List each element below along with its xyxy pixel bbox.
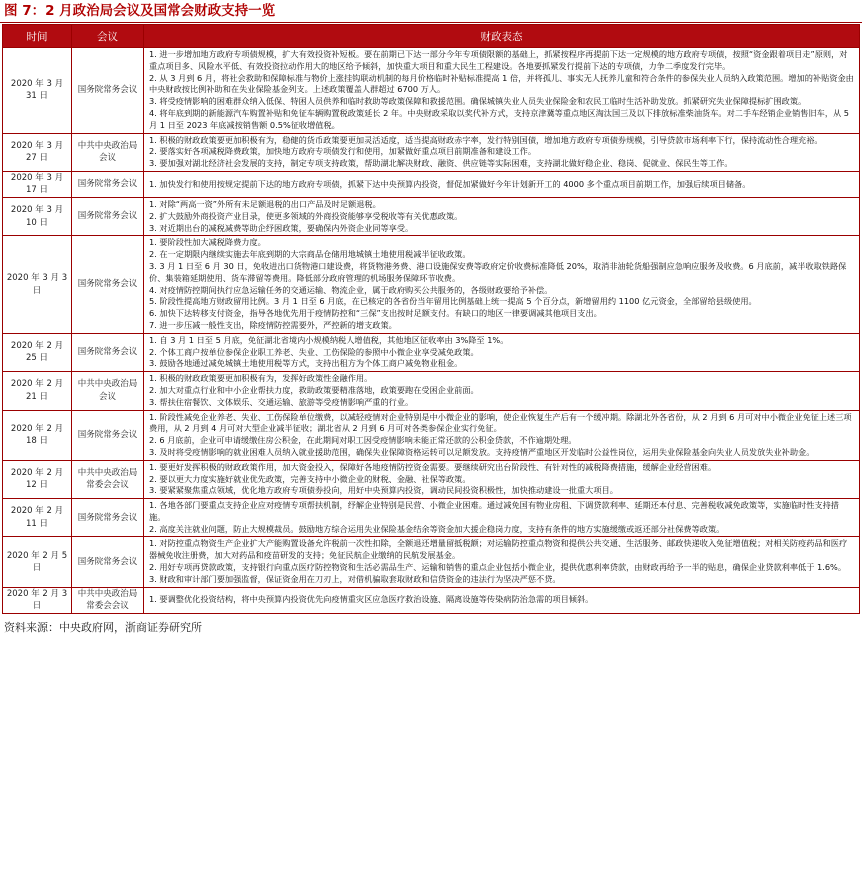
- row-meeting: 国务院常务会议: [72, 48, 144, 134]
- row-meeting: 国务院常务会议: [72, 410, 144, 460]
- row-statements: [144, 197, 860, 235]
- header-meeting: 会议: [72, 25, 144, 48]
- row-meeting: 国务院常务会议: [72, 236, 144, 333]
- table-row: [3, 236, 860, 333]
- statement-item: 1. 加快发行和使用按规定提前下达的地方政府专项债，抓紧下达中央预算内投资，督促加紧做好今年计划新开工的 4000 多个重点项目前期工作，加强后续项目储备。: [149, 178, 751, 189]
- table-row: [3, 197, 860, 235]
- row-statements: [144, 133, 860, 171]
- statement-item: 3. 将受疫情影响的困难群众纳入低保、特困人员供养和临时救助等政策保障和救援范围。确保城镇失业人员失业保险金和农民工临时生活补助发放。抓紧研究失业保障提标扩围政策。: [149, 96, 807, 107]
- row-statements: [144, 460, 860, 498]
- table-row: [3, 333, 860, 371]
- statement-item: 3. 要紧紧聚焦重点领域，优化地方政府专项债券投向，用好中央预算内投资，调动民间投资积极性，加快推动建设一批重大项目。: [149, 485, 618, 496]
- statement-item: 3. 对近期出台的减税减费等助企纾困政策，要确保内外资企业同等享受。: [149, 222, 414, 233]
- statement-item: 1. 积极的财政政策要更加积极有为，发挥好政策性金融作用。: [149, 373, 373, 384]
- row-date: 2020 年 3 月 27 日: [3, 133, 72, 171]
- statement-item: 2. 从 3 月到 6 月，将社会救助和保障标准与物价上涨挂钩联动机制的每月价格临时补贴标准提高 1 倍，并将孤儿、事实无人抚养儿童和符合条件的参保失业人员纳入政策范围。增加的补贴资金由中央财政按比例补助和在失业保险基金列支。上述政策覆盖人群超过 6700 万人。: [149, 72, 854, 95]
- statement-item: 1. 要更好发挥积极的财政政策作用，加大资金投入，保障好各地疫情防控资金需要。要继续研究出台阶段性、有针对性的减税降费措施，缓解企业经营困难。: [149, 461, 717, 472]
- row-statements: [144, 410, 860, 460]
- statement-item: 2. 在一定期限内继续实施去年底到期的大宗商品仓储用地城镇土地使用税减半征收政策。: [149, 249, 471, 260]
- statement-item: 1. 要调整优化投资结构，将中央预算内投资优先向疫情重灾区应急医疗救治设施、隔离设施等传染病防治急需的项目倾斜。: [149, 594, 594, 605]
- row-meeting: 国务院常务会议: [72, 171, 144, 197]
- header-date: 时间: [3, 25, 72, 48]
- row-meeting: 中共中央政治局常委会会议: [72, 587, 144, 613]
- table-row: [3, 133, 860, 171]
- figure-title: 图 7：2 月政治局会议及国常会财政支持一览: [0, 0, 862, 23]
- statement-item: 2. 用好专项再贷款政策，支持银行向重点医疗防控物资和生活必需品生产、运输和销售的重点企业包括小微企业，提供优惠利率贷款，由财政再给予一半的贴息，确保企业贷款利率低于 1.6%。: [149, 562, 847, 573]
- row-statements: [144, 372, 860, 410]
- statement-item: 1. 对除“两高一资”外所有未足额退税的出口产品及时足额退税。: [149, 198, 381, 209]
- row-statements: [144, 333, 860, 371]
- statement-item: 3. 3 月 1 日至 6 月 30 日，免收进出口货物港口建设费，将货物港务费、港口设施保安费等政府定价收费标准降低 20%，取消非油轮货船强制应急响应服务及收费。6 月底前，减半收取铁路保价、集装箱延期使用、货车滞留等费用。降低部分政府管理的机场服务保障环节收费。: [149, 260, 847, 283]
- row-meeting: 中共中央政治局常委会会议: [72, 460, 144, 498]
- statement-item: 3. 财政和审计部门要加强监督，保证资金用在刀刃上，对借机骗取套取财政和信贷资金的违法行为坚决严惩不贷。: [149, 573, 561, 584]
- row-statements: [144, 171, 860, 197]
- row-statements: [144, 499, 860, 537]
- row-meeting: 国务院常务会议: [72, 197, 144, 235]
- table-header-row: [3, 25, 860, 48]
- statement-item: 1. 进一步增加地方政府专项债规模，扩大有效投资补短板。要在前期已下达一部分今年专项债限额的基础上，抓紧按程序再提前下达一定规模的地方政府专项债，按照“资金跟着项目走”原则，对重点项目多、风险水平低、有效投资拉动作用大的地区给予倾斜，加快重大项目和重大民生工程建设。各地要抓紧发行提前下达的专项债，力争二季度发行完毕。: [149, 49, 848, 71]
- statement-item: 3. 帮扶住宿餐饮、文体娱乐、交通运输、旅游等受疫情影响严重的行业。: [149, 396, 414, 407]
- header-statement: 财政表态: [144, 25, 860, 48]
- statement-item: 3. 要加强对湖北经济社会发展的支持，制定专项支持政策，帮助湖北解决财政、融资、供应链等实际困难，支持湖北做好稳企业、稳岗、促就业、保民生等工作。: [149, 158, 733, 169]
- statement-item: 2. 扩大鼓励外商投资产业目录，使更多领域的外商投资能够享受税收等有关优惠政策。: [149, 210, 463, 221]
- row-meeting: 国务院常务会议: [72, 499, 144, 537]
- statement-item: 2. 6 月底前，企业可申请缓缴住房公积金，在此期间对职工因受疫情影响未能正常还款的公积金贷款，不作逾期处理。: [149, 435, 577, 446]
- statement-item: 2. 加大对重点行业和中小企业帮扶力度，救助政策要精准落地，政策要跑在受困企业前面。: [149, 384, 479, 395]
- statement-item: 1. 自 3 月 1 日至 5 月底，免征湖北省境内小规模纳税人增值税，其他地区征收率由 3%降至 1%。: [149, 334, 509, 345]
- statement-item: 1. 要阶段性加大减税降费力度。: [149, 237, 266, 248]
- statement-item: 4. 将年底到期的新能源汽车购置补贴和免征车辆购置税政策延长 2 年。中央财政采取以奖代补方式，支持京津冀等重点地区淘汰国三及以下排放标准柴油货车。对二手车经销企业销售旧车，从 5 月 1 日至 2023 年底减按销售额 0.5%征收增值税。: [149, 107, 850, 130]
- statement-item: 2. 要落实好各项减税降费政策，加快地方政府专项债发行和使用，加紧做好重点项目前期准备和建设工作。: [149, 146, 537, 157]
- table-row: [3, 460, 860, 498]
- statement-item: 1. 对防控重点物资生产企业扩大产能购置设备允许税前一次性扣除，全额退还增量留抵税额；对运输防控重点物资和提供公共交通、生活服务、邮政快递收入免征增值税；对相关防疫药品和医疗器械免收注册费，加大对药品和疫苗研发的支持；免征民航企业缴纳的民航发展基金。: [149, 538, 848, 561]
- table-row: [3, 537, 860, 587]
- statement-item: 3. 及时将受疫情影响的就业困难人员纳入就业援助范围，确保失业保障资格运转可以足额发放。支持疫情严重地区开发临时公益性岗位，运用失业保险基金向失业人员发放失业补助金。: [149, 446, 815, 457]
- row-meeting: 国务院常务会议: [72, 537, 144, 587]
- statement-item: 1. 阶段性减免企业养老、失业、工伤保险单位缴费，以减轻疫情对企业特别是中小微企业的影响，使企业恢复生产后有一个缓冲期。除湖北外各省份，从 2 月到 6 月可对中小微企业免征上述三项费用，从 2 月到 4 月可对大型企业减半征收；湖北省从 2 月到 6 月可对各类参保企业实行免征。: [149, 411, 852, 434]
- row-date: 2020 年 2 月 12 日: [3, 460, 72, 498]
- row-date: 2020 年 3 月 3 日: [3, 236, 72, 333]
- row-date: 2020 年 2 月 5 日: [3, 537, 72, 587]
- statement-item: 6. 加快下达转移支付资金，指导各地优先用于疫情防控和“三保”支出按时足额支付。有缺口的地区一律要调减其他项目支出。: [149, 308, 602, 319]
- row-date: 2020 年 2 月 3 日: [3, 587, 72, 613]
- table-row: [3, 48, 860, 134]
- row-meeting: 国务院常务会议: [72, 333, 144, 371]
- row-statements: [144, 537, 860, 587]
- row-date: 2020 年 2 月 21 日: [3, 372, 72, 410]
- table-row: [3, 499, 860, 537]
- row-statements: [144, 587, 860, 613]
- row-statements: [144, 236, 860, 333]
- statement-item: 2. 要以更大力度实施好就业优先政策，完善支持中小微企业的财税、金融、社保等政策。: [149, 473, 471, 484]
- table-row: [3, 410, 860, 460]
- row-date: 2020 年 3 月 31 日: [3, 48, 72, 134]
- row-meeting: 中共中央政治局会议: [72, 372, 144, 410]
- table-row: [3, 587, 860, 613]
- row-date: 2020 年 2 月 11 日: [3, 499, 72, 537]
- source-note: 资料来源：中央政府网，浙商证券研究所: [4, 620, 202, 634]
- statement-item: 5. 阶段性提高地方财政留用比例。3 月 1 日至 6 月底，在已核定的各省份当年留用比例基础上统一提高 5 个百分点，新增留用约 1100 亿元资金，全部留给县级使用。: [149, 296, 757, 307]
- statement-item: 7. 进一步压减一般性支出，除疫情防控需要外，严控新的增支政策。: [149, 319, 397, 330]
- row-date: 2020 年 2 月 25 日: [3, 333, 72, 371]
- row-statements: [144, 48, 860, 134]
- row-date: 2020 年 3 月 10 日: [3, 197, 72, 235]
- statement-item: 4. 对疫情防控期间执行应急运输任务的交通运输、物流企业，属于政府购买公共服务的，各级财政要给予补偿。: [149, 284, 553, 295]
- table-row: [3, 372, 860, 410]
- statement-item: 2. 个体工商户按单位参保企业职工养老、失业、工伤保险的参照中小微企业享受减免政策。: [149, 346, 479, 357]
- table-body: [3, 48, 860, 614]
- row-meeting: 中共中央政治局会议: [72, 133, 144, 171]
- row-date: 2020 年 2 月 18 日: [3, 410, 72, 460]
- statement-item: 3. 鼓励各地通过减免城镇土地使用税等方式，支持出租方为个体工商户减免物业租金。: [149, 358, 463, 369]
- table-row: [3, 171, 860, 197]
- statement-item: 2. 高度关注就业问题，防止大规模裁员。鼓励地方综合运用失业保险基金结余等资金加大援企稳岗力度，支持有条件的地方实施缓缴或返还部分社保费等政策。: [149, 523, 725, 534]
- row-date: 2020 年 3 月 17 日: [3, 171, 72, 197]
- statement-item: 1. 积极的财政政策要更加积极有为，稳健的货币政策要更加灵活适度，适当提高财政赤字率，发行特别国债，增加地方政府专项债券规模，引导贷款市场利率下行，保持流动性合理充裕。: [149, 134, 823, 145]
- fiscal-policy-table: [2, 24, 860, 614]
- statement-item: 1. 各地各部门要重点支持企业应对疫情专项帮扶机制，纾解企业特别是民营、小微企业困难。通过减免国有物业房租、下调贷款利率、延期还本付息、完善税收减免政策等，实施临时性支持措施。: [149, 500, 839, 522]
